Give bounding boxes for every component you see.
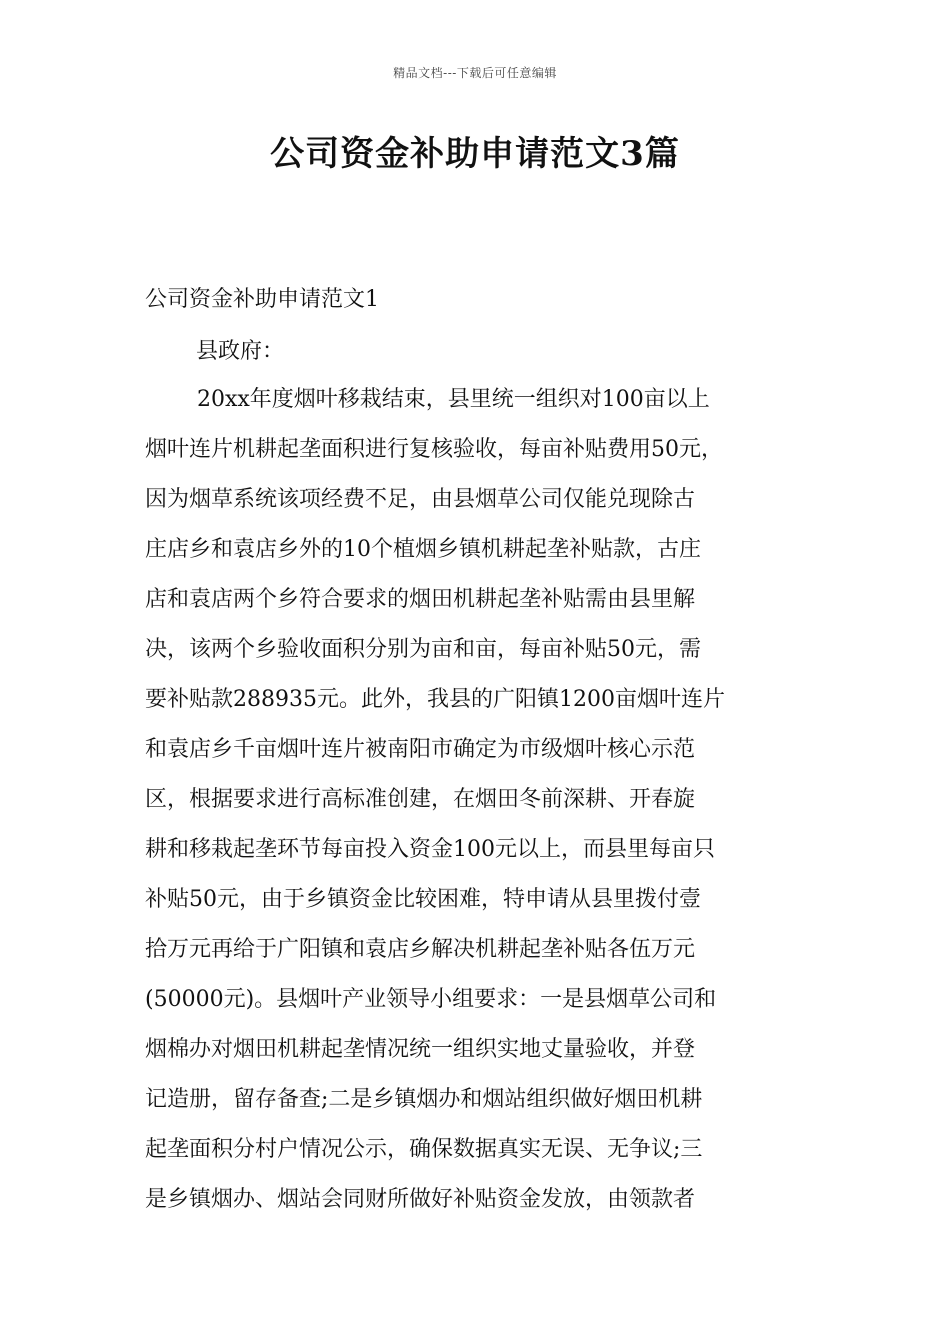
body-line: 拾万元再给于广阳镇和袁店乡解决机耕起垄补贴各伍万元	[145, 937, 696, 962]
body-line: 20xx年度烟叶移栽结束，县里统一组织对100亩以上	[197, 387, 710, 412]
body-line: 要补贴款288935元。此外，我县的广阳镇1200亩烟叶连片	[145, 687, 725, 712]
body-line: 区，根据要求进行高标准创建，在烟田冬前深耕、开春旋	[145, 787, 696, 812]
body-line: 耕和移栽起垄环节每亩投入资金100元以上，而县里每亩只	[145, 837, 715, 862]
body-line: 庄店乡和袁店乡外的10个植烟乡镇机耕起垄补贴款，古庄	[145, 537, 701, 562]
section-heading: 公司资金补助申请范文1	[145, 287, 379, 312]
body-line: 决，该两个乡验收面积分别为亩和亩，每亩补贴50元，需	[145, 637, 701, 662]
body-line: 店和袁店两个乡符合要求的烟田机耕起垄补贴需由县里解	[145, 587, 696, 612]
salutation: 县政府：	[196, 339, 285, 364]
body-line: 因为烟草系统该项经费不足，由县烟草公司仅能兑现除古	[145, 487, 696, 512]
body-line: 是乡镇烟办、烟站会同财所做好补贴资金发放，由领款者	[145, 1187, 696, 1212]
body-paragraph	[145, 375, 835, 1225]
body-line: (50000元)。县烟叶产业领导小组要求：一是县烟草公司和	[145, 987, 717, 1012]
body-line: 烟棉办对烟田机耕起垄情况统一组织实地丈量验收，并登	[145, 1037, 696, 1062]
body-line: 起垄面积分村户情况公示，确保数据真实无误、无争议;三	[145, 1137, 703, 1162]
header-note: 精品文档---下载后可任意编辑	[393, 66, 557, 80]
body-line: 烟叶连片机耕起垄面积进行复核验收，每亩补贴费用50元，	[145, 437, 723, 462]
body-line: 和袁店乡千亩烟叶连片被南阳市确定为市级烟叶核心示范	[145, 737, 696, 762]
document-title: 公司资金补助申请范文3篇	[270, 134, 680, 174]
body-line: 补贴50元，由于乡镇资金比较困难，特申请从县里拨付壹	[145, 887, 701, 912]
body-line: 记造册，留存备查;二是乡镇烟办和烟站组织做好烟田机耕	[145, 1087, 703, 1112]
